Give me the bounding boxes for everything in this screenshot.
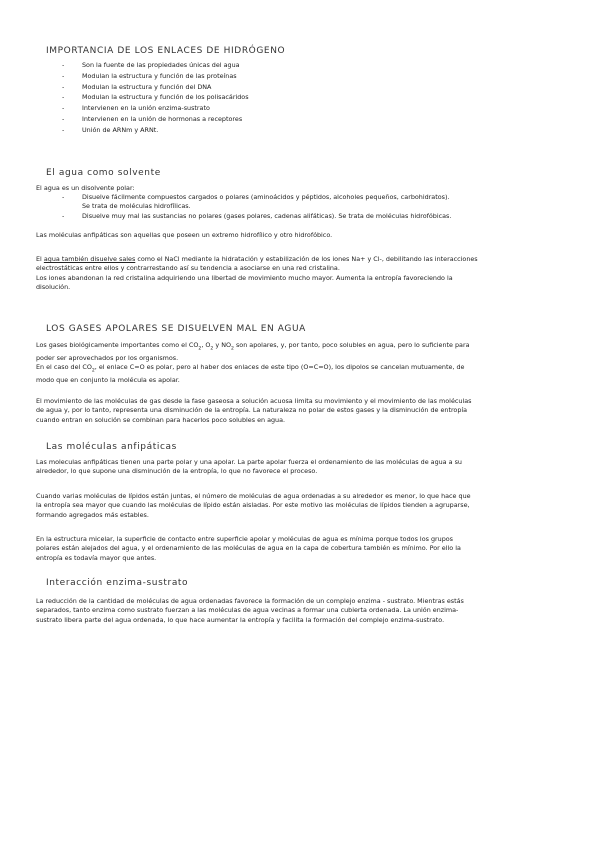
text-line: Las moléculas anfipáticas son aquellas que poseen un extremo hidrofílico y otro hidrofóbico. bbox=[36, 231, 333, 239]
list-item-cont bbox=[62, 202, 451, 211]
text-fragment: , O bbox=[201, 341, 211, 349]
text-line bbox=[36, 341, 566, 354]
text-line: modo que en conjunto la molécula es apolar. bbox=[36, 375, 180, 384]
text-line: La reducción de la cantidad de moléculas de agua ordenadas favorece la formación de un complejo enzima - sustrato. Mientras estás bbox=[36, 597, 464, 605]
text-line bbox=[36, 363, 566, 376]
text-line: disolución. bbox=[36, 283, 71, 292]
text-line: Las moleculas anfipáticas tienen una parte polar y una apolar. La parte apolar fuerza el ordenamiento de las moléculas de agua a su bbox=[36, 458, 462, 466]
amphipathic-paragraph-1 bbox=[36, 458, 566, 477]
text-line: polares están alejados del agua, y el ordenamiento de las moléculas de agua en la capa de cobertura también es mínimo. Por ello la bbox=[36, 544, 461, 553]
text-line: la entropía sea mayor que cuando las moléculas de lípido están aisladas. Por este motivo las moléculas de lípidos tienden a agruparse, bbox=[36, 501, 470, 510]
list-item: - Disuelve fácilmente compuestos cargados o polares (aminoácidos y péptidos, alcoholes pequeños, carbohidratos). bbox=[62, 193, 451, 202]
solvent-paragraph bbox=[36, 184, 566, 193]
amphipathic-paragraph-2 bbox=[36, 492, 566, 520]
text-fragment: En el caso del CO bbox=[36, 363, 92, 372]
heading-water-solvent: El agua como solvente bbox=[46, 168, 161, 178]
solvent-list bbox=[62, 193, 451, 221]
text-line: poder ser aprovechados por los organismos. bbox=[36, 353, 179, 362]
text-line bbox=[36, 255, 566, 264]
list-item: - Modulan la estructura y función del DNA bbox=[62, 82, 249, 93]
text-fragment: Los gases biológicamente importantes como el CO bbox=[36, 341, 199, 349]
text-line: separados, tanto enzima como sustrato fuerzan a las moléculas de agua vecinas a formar una cubierta ordenada. La unión enzima- bbox=[36, 606, 459, 615]
heading-apolar-gases: LOS GASES APOLARES SE DISUELVEN MAL EN AGUA bbox=[46, 324, 306, 334]
subscript: 2 bbox=[198, 346, 202, 352]
enzyme-paragraph bbox=[36, 597, 566, 625]
text-line: El movimiento de las moléculas de gas desde la fase gaseosa a solución acuosa limita su movimiento y el movimiento de las moléculas bbox=[36, 397, 472, 405]
text-line: Los iones abandonan la red cristalina adquiriendo una libertad de movimiento mucho mayor. Aumenta la entropía favoreciendo la bbox=[36, 273, 453, 282]
text-line: cuando entran en solución se combinan para hacerlos poco solubles en agua. bbox=[36, 415, 286, 424]
text-line: sustrato libera parte del agua ordenada, lo que hace aumentar la entropía y facilita la formación del complejo enzima-sustrato. bbox=[36, 615, 445, 624]
text-line: En la estructura micelar, la superficie de contacto entre superficie apolar y moléculas de agua es mínima porque todos los grupos bbox=[36, 535, 454, 543]
text-line: de agua y, por lo tanto, representa una disminución de la entropía. La naturaleza no polar de estos gases y la disminución de entropía bbox=[36, 406, 468, 415]
text-fragment: , el enlace C=O es polar, pero al haber dos enlaces de este tipo (O=C=O), los dipolos se cancelan mutuamente, de bbox=[94, 363, 465, 372]
text-line: electrostáticas entre ellos y contrarrestando así su tendencia a asociarse en una red cristalina. bbox=[36, 264, 340, 273]
heading-hydrogen-bonds: IMPORTANCIA DE LOS ENLACES DE HIDRÓGENO bbox=[46, 46, 286, 56]
text-line: Se trata de moléculas hidrofílicas. bbox=[82, 202, 191, 211]
subscript: 2 bbox=[91, 368, 95, 374]
text-fragment: como el NaCl mediante la hidratación y estabilización de los iones Na+ y Cl-, debilitando las interacciones bbox=[135, 255, 478, 263]
gases-paragraph bbox=[36, 341, 566, 385]
list-item: - Disuelve muy mal las sustancias no polares (gases polares, cadenas alifáticas). Se trata de moléculas hidrofóbicas. bbox=[62, 212, 451, 221]
list-item: - Unión de ARNm y ARNt. bbox=[62, 125, 249, 136]
list-item: - Modulan la estructura y función de los polisacáridos bbox=[62, 92, 249, 103]
heading-amphipathic: Las moléculas anfipáticas bbox=[46, 442, 177, 452]
subscript: 2 bbox=[210, 346, 214, 352]
heading-enzyme-substrate: Interacción enzima-sustrato bbox=[46, 578, 189, 588]
text-line: El agua es un disolvente polar: bbox=[36, 184, 135, 192]
list-item: - Intervienen en la unión enzima-sustrato bbox=[62, 103, 249, 114]
list-item: - Son la fuente de las propiedades únicas del agua bbox=[62, 60, 249, 71]
micelle-paragraph bbox=[36, 535, 566, 563]
hydrogen-bonds-list bbox=[62, 60, 249, 136]
text-line: Cuando varias moléculas de lípidos están juntas, el número de moléculas de agua ordenadas a su alrededor es menor, lo que hace que bbox=[36, 492, 471, 500]
text-line: formando agregados más estables. bbox=[36, 510, 149, 519]
text-line: alrededor, lo que supone una disminución de la entropía, lo que no favorece el proceso. bbox=[36, 467, 318, 476]
list-item: - Intervienen en la unión de hormonas a receptores bbox=[62, 114, 249, 125]
underlined-text: agua también disuelve sales bbox=[43, 255, 136, 263]
text-fragment: El bbox=[36, 255, 44, 263]
text-line: entropía es todavía mayor que antes. bbox=[36, 553, 157, 562]
text-fragment: y NO bbox=[213, 341, 231, 349]
gas-movement-paragraph bbox=[36, 397, 566, 425]
subscript: 2 bbox=[231, 346, 234, 352]
salts-paragraph bbox=[36, 255, 566, 293]
text-fragment: son apolares, y, por tanto, poco solubles en agua, pero lo suficiente para bbox=[233, 341, 470, 349]
amphipathic-definition bbox=[36, 231, 566, 240]
list-item: - Modulan la estructura y función de las proteínas bbox=[62, 71, 249, 82]
